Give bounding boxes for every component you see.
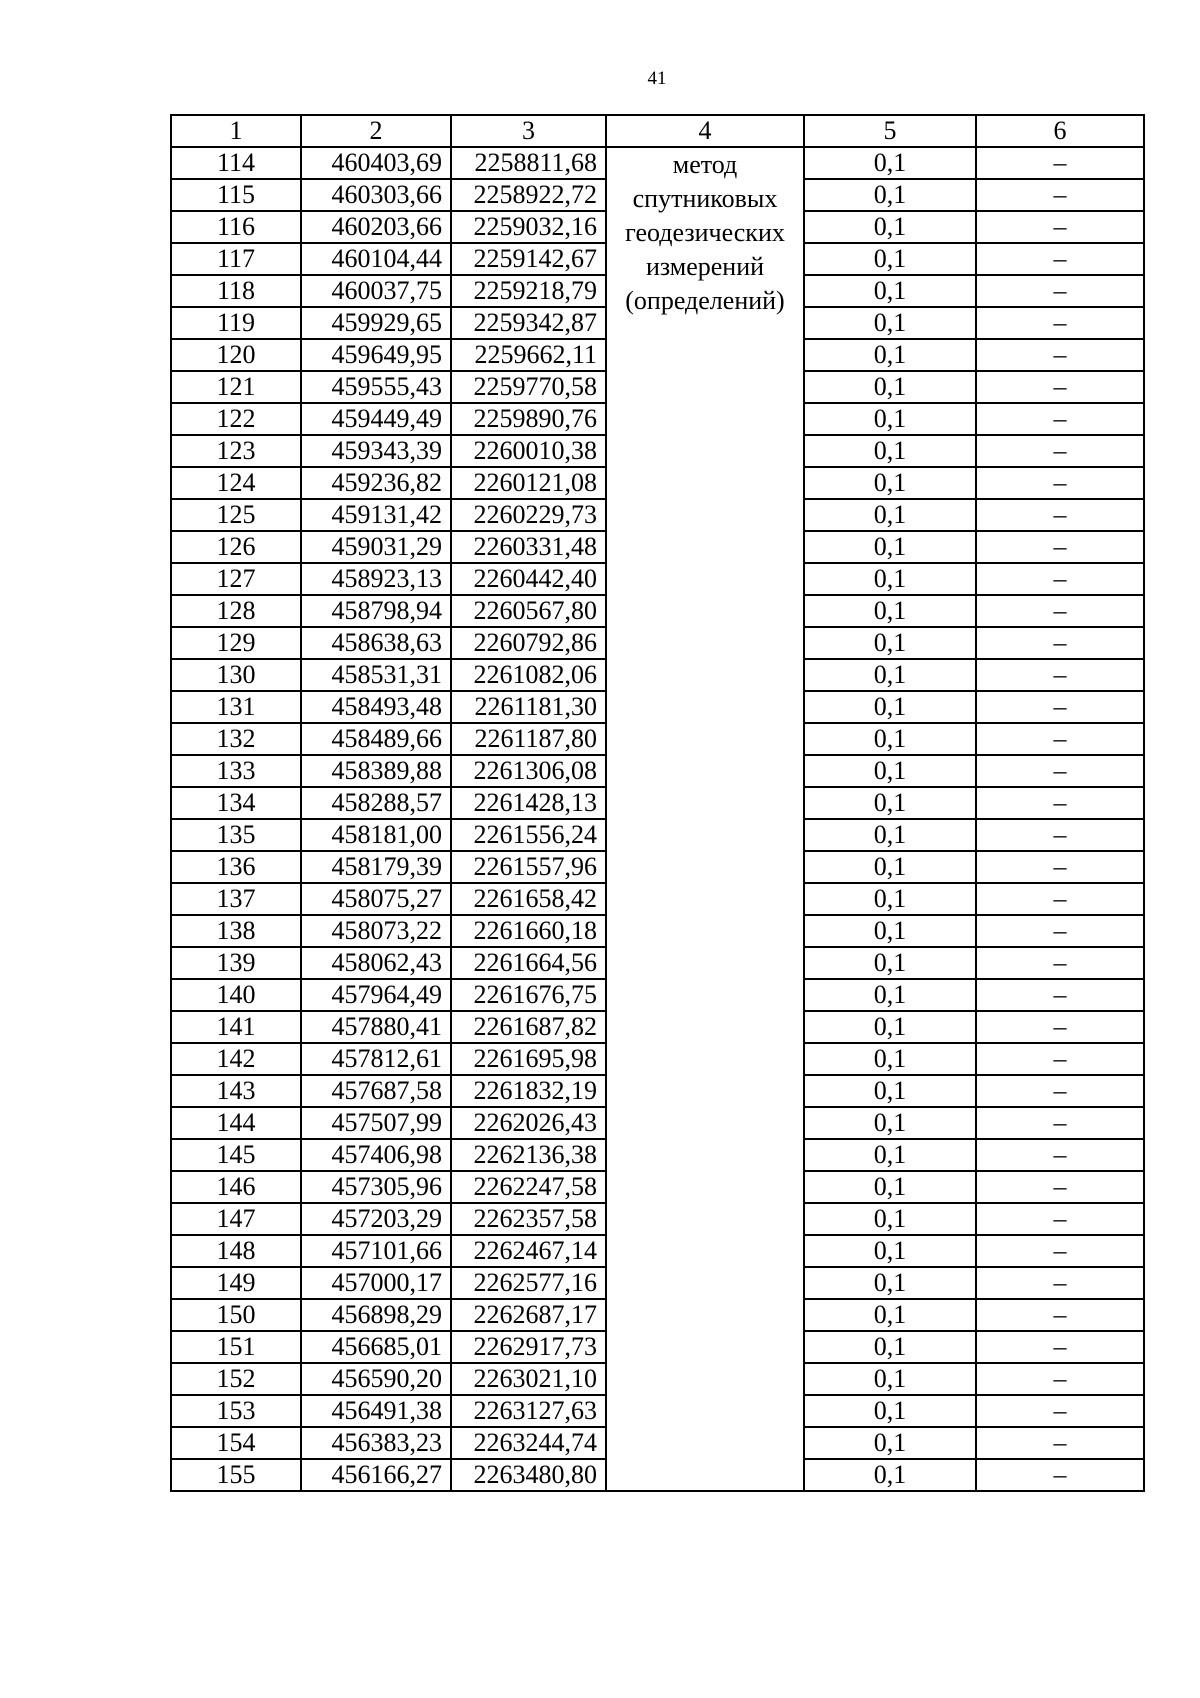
y-coordinate-cell: 2262136,38	[451, 1139, 606, 1171]
y-coordinate-cell: 2259662,11	[451, 339, 606, 371]
x-coordinate-cell: 460203,66	[301, 211, 451, 243]
note-cell: –	[976, 179, 1144, 211]
y-coordinate-cell: 2260010,38	[451, 435, 606, 467]
x-coordinate-cell: 458179,39	[301, 851, 451, 883]
accuracy-cell: 0,1	[804, 1139, 976, 1171]
x-coordinate-cell: 458638,63	[301, 627, 451, 659]
page-number: 41	[647, 68, 667, 89]
y-coordinate-cell: 2262687,17	[451, 1299, 606, 1331]
point-number-cell: 115	[171, 179, 301, 211]
method-text-line: геодезических	[625, 218, 785, 247]
x-coordinate-cell: 458073,22	[301, 915, 451, 947]
point-number-cell: 128	[171, 595, 301, 627]
point-number-cell: 148	[171, 1235, 301, 1267]
point-number-cell: 154	[171, 1427, 301, 1459]
point-number-cell: 136	[171, 851, 301, 883]
point-number-cell: 133	[171, 755, 301, 787]
y-coordinate-cell: 2261082,06	[451, 659, 606, 691]
x-coordinate-cell: 457101,66	[301, 1235, 451, 1267]
coordinates-table	[170, 114, 1145, 1492]
x-coordinate-cell: 459929,65	[301, 307, 451, 339]
point-number-cell: 151	[171, 1331, 301, 1363]
accuracy-cell: 0,1	[804, 211, 976, 243]
note-cell: –	[976, 243, 1144, 275]
note-cell: –	[976, 371, 1144, 403]
y-coordinate-cell: 2261658,42	[451, 883, 606, 915]
note-cell: –	[976, 883, 1144, 915]
point-number-cell: 134	[171, 787, 301, 819]
y-coordinate-cell: 2260442,40	[451, 563, 606, 595]
y-coordinate-cell: 2262026,43	[451, 1107, 606, 1139]
note-cell: –	[976, 1395, 1144, 1427]
point-number-cell: 131	[171, 691, 301, 723]
header-cell: 3	[451, 115, 606, 147]
point-number-cell: 130	[171, 659, 301, 691]
y-coordinate-cell: 2262467,14	[451, 1235, 606, 1267]
accuracy-cell: 0,1	[804, 1267, 976, 1299]
accuracy-cell: 0,1	[804, 659, 976, 691]
accuracy-cell: 0,1	[804, 883, 976, 915]
accuracy-cell: 0,1	[804, 787, 976, 819]
point-number-cell: 143	[171, 1075, 301, 1107]
note-cell: –	[976, 1459, 1144, 1491]
accuracy-cell: 0,1	[804, 435, 976, 467]
accuracy-cell: 0,1	[804, 979, 976, 1011]
note-cell: –	[976, 627, 1144, 659]
y-coordinate-cell: 2262577,16	[451, 1267, 606, 1299]
accuracy-cell: 0,1	[804, 627, 976, 659]
note-cell: –	[976, 1107, 1144, 1139]
note-cell: –	[976, 755, 1144, 787]
x-coordinate-cell: 458493,48	[301, 691, 451, 723]
note-cell: –	[976, 1235, 1144, 1267]
accuracy-cell: 0,1	[804, 371, 976, 403]
point-number-cell: 149	[171, 1267, 301, 1299]
note-cell: –	[976, 1267, 1144, 1299]
accuracy-cell: 0,1	[804, 1203, 976, 1235]
note-cell: –	[976, 1363, 1144, 1395]
accuracy-cell: 0,1	[804, 947, 976, 979]
note-cell: –	[976, 691, 1144, 723]
point-number-cell: 139	[171, 947, 301, 979]
accuracy-cell: 0,1	[804, 1235, 976, 1267]
x-coordinate-cell: 459449,49	[301, 403, 451, 435]
accuracy-cell: 0,1	[804, 819, 976, 851]
x-coordinate-cell: 456383,23	[301, 1427, 451, 1459]
note-cell: –	[976, 1331, 1144, 1363]
note-cell: –	[976, 947, 1144, 979]
accuracy-cell: 0,1	[804, 499, 976, 531]
point-number-cell: 114	[171, 147, 301, 179]
y-coordinate-cell: 2261556,24	[451, 819, 606, 851]
y-coordinate-cell: 2259890,76	[451, 403, 606, 435]
accuracy-cell: 0,1	[804, 1075, 976, 1107]
accuracy-cell: 0,1	[804, 1299, 976, 1331]
method-text-line: спутниковых	[632, 184, 778, 213]
x-coordinate-cell: 456166,27	[301, 1459, 451, 1491]
x-coordinate-cell: 458389,88	[301, 755, 451, 787]
note-cell: –	[976, 1075, 1144, 1107]
note-cell: –	[976, 467, 1144, 499]
point-number-cell: 138	[171, 915, 301, 947]
x-coordinate-cell: 460303,66	[301, 179, 451, 211]
accuracy-cell: 0,1	[804, 1395, 976, 1427]
accuracy-cell: 0,1	[804, 339, 976, 371]
y-coordinate-cell: 2261664,56	[451, 947, 606, 979]
point-number-cell: 140	[171, 979, 301, 1011]
accuracy-cell: 0,1	[804, 851, 976, 883]
y-coordinate-cell: 2261676,75	[451, 979, 606, 1011]
y-coordinate-cell: 2261428,13	[451, 787, 606, 819]
point-number-cell: 126	[171, 531, 301, 563]
point-number-cell: 146	[171, 1171, 301, 1203]
y-coordinate-cell: 2261687,82	[451, 1011, 606, 1043]
note-cell: –	[976, 819, 1144, 851]
y-coordinate-cell: 2263244,74	[451, 1427, 606, 1459]
point-number-cell: 155	[171, 1459, 301, 1491]
note-cell: –	[976, 1011, 1144, 1043]
point-number-cell: 116	[171, 211, 301, 243]
point-number-cell: 117	[171, 243, 301, 275]
y-coordinate-cell: 2260331,48	[451, 531, 606, 563]
x-coordinate-cell: 457000,17	[301, 1267, 451, 1299]
accuracy-cell: 0,1	[804, 1043, 976, 1075]
point-number-cell: 135	[171, 819, 301, 851]
x-coordinate-cell: 457964,49	[301, 979, 451, 1011]
x-coordinate-cell: 457812,61	[301, 1043, 451, 1075]
point-number-cell: 120	[171, 339, 301, 371]
x-coordinate-cell: 459131,42	[301, 499, 451, 531]
note-cell: –	[976, 595, 1144, 627]
note-cell: –	[976, 915, 1144, 947]
point-number-cell: 127	[171, 563, 301, 595]
note-cell: –	[976, 787, 1144, 819]
point-number-cell: 121	[171, 371, 301, 403]
point-number-cell: 152	[171, 1363, 301, 1395]
point-number-cell: 132	[171, 723, 301, 755]
accuracy-cell: 0,1	[804, 1331, 976, 1363]
x-coordinate-cell: 457507,99	[301, 1107, 451, 1139]
x-coordinate-cell: 457203,29	[301, 1203, 451, 1235]
x-coordinate-cell: 458923,13	[301, 563, 451, 595]
accuracy-cell: 0,1	[804, 595, 976, 627]
note-cell: –	[976, 275, 1144, 307]
method-text-line: (определений)	[625, 286, 785, 315]
accuracy-cell: 0,1	[804, 275, 976, 307]
accuracy-cell: 0,1	[804, 179, 976, 211]
accuracy-cell: 0,1	[804, 1107, 976, 1139]
method-text-line: измерений	[645, 252, 765, 281]
y-coordinate-cell: 2259342,87	[451, 307, 606, 339]
y-coordinate-cell: 2259032,16	[451, 211, 606, 243]
x-coordinate-cell: 458489,66	[301, 723, 451, 755]
note-cell: –	[976, 211, 1144, 243]
x-coordinate-cell: 457880,41	[301, 1011, 451, 1043]
point-number-cell: 137	[171, 883, 301, 915]
note-cell: –	[976, 307, 1144, 339]
point-number-cell: 147	[171, 1203, 301, 1235]
x-coordinate-cell: 459555,43	[301, 371, 451, 403]
point-number-cell: 129	[171, 627, 301, 659]
point-number-cell: 122	[171, 403, 301, 435]
y-coordinate-cell: 2259770,58	[451, 371, 606, 403]
y-coordinate-cell: 2262917,73	[451, 1331, 606, 1363]
note-cell: –	[976, 1299, 1144, 1331]
y-coordinate-cell: 2261187,80	[451, 723, 606, 755]
point-number-cell: 125	[171, 499, 301, 531]
method-cell	[606, 147, 804, 1491]
note-cell: –	[976, 659, 1144, 691]
accuracy-cell: 0,1	[804, 147, 976, 179]
y-coordinate-cell: 2261660,18	[451, 915, 606, 947]
x-coordinate-cell: 458531,31	[301, 659, 451, 691]
point-number-cell: 123	[171, 435, 301, 467]
accuracy-cell: 0,1	[804, 563, 976, 595]
accuracy-cell: 0,1	[804, 1011, 976, 1043]
x-coordinate-cell: 459649,95	[301, 339, 451, 371]
point-number-cell: 124	[171, 467, 301, 499]
y-coordinate-cell: 2259218,79	[451, 275, 606, 307]
table-row	[171, 147, 1144, 179]
y-coordinate-cell: 2261181,30	[451, 691, 606, 723]
accuracy-cell: 0,1	[804, 755, 976, 787]
note-cell: –	[976, 1171, 1144, 1203]
x-coordinate-cell: 456898,29	[301, 1299, 451, 1331]
x-coordinate-cell: 460403,69	[301, 147, 451, 179]
note-cell: –	[976, 435, 1144, 467]
y-coordinate-cell: 2262247,58	[451, 1171, 606, 1203]
accuracy-cell: 0,1	[804, 723, 976, 755]
point-number-cell: 142	[171, 1043, 301, 1075]
y-coordinate-cell: 2263021,10	[451, 1363, 606, 1395]
y-coordinate-cell: 2258922,72	[451, 179, 606, 211]
accuracy-cell: 0,1	[804, 243, 976, 275]
x-coordinate-cell: 458181,00	[301, 819, 451, 851]
point-number-cell: 118	[171, 275, 301, 307]
y-coordinate-cell: 2261832,19	[451, 1075, 606, 1107]
note-cell: –	[976, 1139, 1144, 1171]
accuracy-cell: 0,1	[804, 531, 976, 563]
x-coordinate-cell: 460037,75	[301, 275, 451, 307]
x-coordinate-cell: 457305,96	[301, 1171, 451, 1203]
x-coordinate-cell: 459343,39	[301, 435, 451, 467]
note-cell: –	[976, 1203, 1144, 1235]
x-coordinate-cell: 458062,43	[301, 947, 451, 979]
y-coordinate-cell: 2263127,63	[451, 1395, 606, 1427]
note-cell: –	[976, 531, 1144, 563]
header-cell: 6	[976, 115, 1144, 147]
note-cell: –	[976, 979, 1144, 1011]
table-body	[171, 115, 1144, 1491]
method-text-line: метод	[672, 150, 738, 179]
header-cell: 1	[171, 115, 301, 147]
x-coordinate-cell: 460104,44	[301, 243, 451, 275]
point-number-cell: 144	[171, 1107, 301, 1139]
accuracy-cell: 0,1	[804, 467, 976, 499]
x-coordinate-cell: 458798,94	[301, 595, 451, 627]
accuracy-cell: 0,1	[804, 915, 976, 947]
note-cell: –	[976, 499, 1144, 531]
y-coordinate-cell: 2263480,80	[451, 1459, 606, 1491]
accuracy-cell: 0,1	[804, 307, 976, 339]
table-header-row	[171, 115, 1144, 147]
x-coordinate-cell: 459031,29	[301, 531, 451, 563]
note-cell: –	[976, 403, 1144, 435]
point-number-cell: 153	[171, 1395, 301, 1427]
note-cell: –	[976, 851, 1144, 883]
header-cell: 5	[804, 115, 976, 147]
x-coordinate-cell: 457406,98	[301, 1139, 451, 1171]
y-coordinate-cell: 2259142,67	[451, 243, 606, 275]
x-coordinate-cell: 456491,38	[301, 1395, 451, 1427]
y-coordinate-cell: 2260792,86	[451, 627, 606, 659]
y-coordinate-cell: 2258811,68	[451, 147, 606, 179]
x-coordinate-cell: 458288,57	[301, 787, 451, 819]
x-coordinate-cell: 456685,01	[301, 1331, 451, 1363]
y-coordinate-cell: 2261306,08	[451, 755, 606, 787]
y-coordinate-cell: 2260229,73	[451, 499, 606, 531]
y-coordinate-cell: 2260567,80	[451, 595, 606, 627]
point-number-cell: 141	[171, 1011, 301, 1043]
accuracy-cell: 0,1	[804, 691, 976, 723]
y-coordinate-cell: 2261695,98	[451, 1043, 606, 1075]
note-cell: –	[976, 1427, 1144, 1459]
point-number-cell: 150	[171, 1299, 301, 1331]
header-cell: 4	[606, 115, 804, 147]
x-coordinate-cell: 457687,58	[301, 1075, 451, 1107]
note-cell: –	[976, 1043, 1144, 1075]
note-cell: –	[976, 563, 1144, 595]
accuracy-cell: 0,1	[804, 1459, 976, 1491]
x-coordinate-cell: 458075,27	[301, 883, 451, 915]
accuracy-cell: 0,1	[804, 1427, 976, 1459]
x-coordinate-cell: 459236,82	[301, 467, 451, 499]
note-cell: –	[976, 723, 1144, 755]
x-coordinate-cell: 456590,20	[301, 1363, 451, 1395]
accuracy-cell: 0,1	[804, 1171, 976, 1203]
y-coordinate-cell: 2262357,58	[451, 1203, 606, 1235]
point-number-cell: 145	[171, 1139, 301, 1171]
point-number-cell: 119	[171, 307, 301, 339]
y-coordinate-cell: 2260121,08	[451, 467, 606, 499]
note-cell: –	[976, 339, 1144, 371]
accuracy-cell: 0,1	[804, 1363, 976, 1395]
note-cell: –	[976, 147, 1144, 179]
accuracy-cell: 0,1	[804, 403, 976, 435]
y-coordinate-cell: 2261557,96	[451, 851, 606, 883]
header-cell: 2	[301, 115, 451, 147]
